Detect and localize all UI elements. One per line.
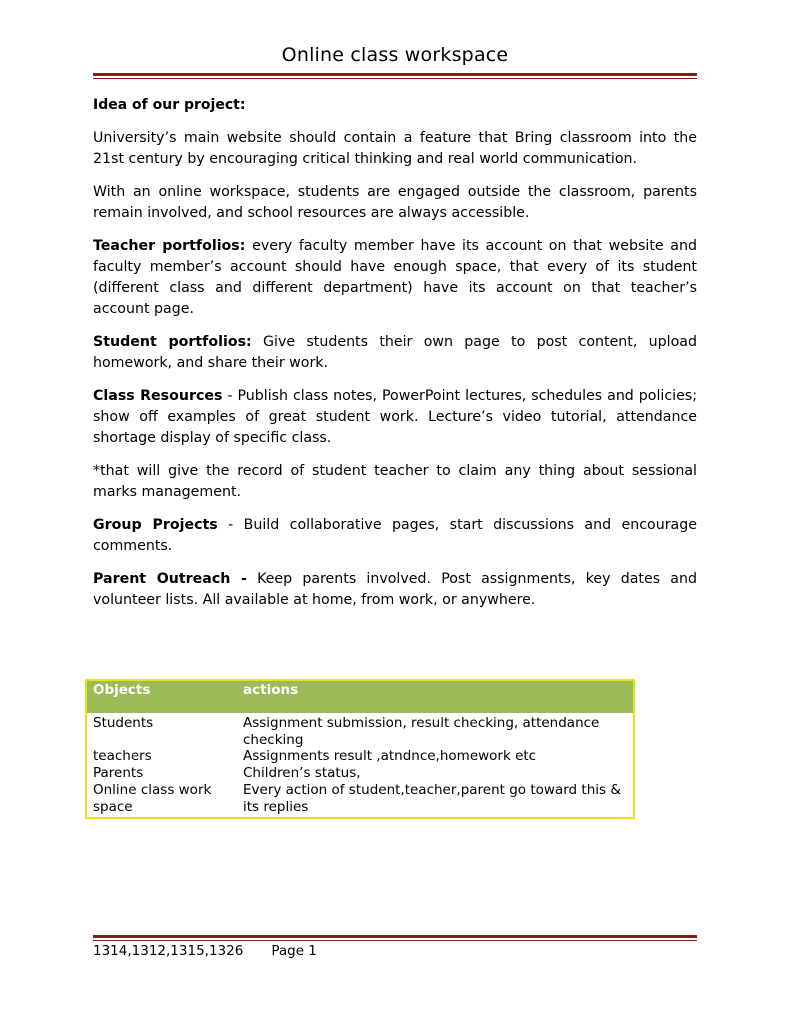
footer-divider xyxy=(93,935,697,941)
table-cell: Online class work space xyxy=(93,781,212,815)
paragraph-label: Group Projects xyxy=(93,517,218,533)
section-heading: Idea of our project: xyxy=(93,97,246,113)
paragraph-class-resources xyxy=(93,386,697,449)
table-cell: Assignment submission, result checking, attendance checking xyxy=(243,715,600,748)
paragraph-group-projects xyxy=(93,515,697,557)
paragraph-text: - Publish class notes, PowerPoint lectures, schedules and policies; show off examples of great student work. Lecture’s video tutorial, attendance shortage display of specific class. xyxy=(93,388,697,446)
table-cell: Parents xyxy=(93,765,144,782)
table-header-cell: Objects xyxy=(93,682,151,698)
page-footer xyxy=(93,943,317,959)
footer-ids: 1314,1312,1315,1326 xyxy=(93,943,244,959)
objects-actions-table xyxy=(85,679,635,819)
paragraph-student-portfolios xyxy=(93,332,697,374)
page-number: Page 1 xyxy=(271,943,317,959)
paragraph-text: Give students their own page to post content, upload homework, and share their work. xyxy=(93,334,697,371)
paragraph-label: Student portfolios: xyxy=(93,334,252,350)
paragraph-label: Teacher portfolios: xyxy=(93,238,246,254)
paragraph-label: Parent Outreach - xyxy=(93,571,247,587)
paragraph-parent-outreach xyxy=(93,569,697,611)
paragraph-sessional-note xyxy=(93,461,697,503)
table-header-row xyxy=(87,681,633,713)
table-header-cell: actions xyxy=(243,682,299,698)
paragraph-text: - Build collaborative pages, start discussions and encourage comments. xyxy=(93,517,697,554)
paragraph-text: *that will give the record of student teacher to claim any thing about sessional marks management. xyxy=(93,463,697,500)
table-cell: Assignments result ,atndnce,homework etc xyxy=(243,748,537,765)
page-title: Online class workspace xyxy=(281,44,509,66)
table-row xyxy=(87,748,633,765)
paragraph-text: Keep parents involved. Post assignments, key dates and volunteer lists. All available at home, from work, or anywhere. xyxy=(93,571,697,608)
paragraph-teacher-portfolios xyxy=(93,236,697,320)
table-cell: Students xyxy=(93,715,154,731)
table-cell: Children’s status, xyxy=(243,765,361,782)
header-divider xyxy=(93,73,697,79)
table-row xyxy=(87,782,633,815)
document-body xyxy=(93,95,697,623)
table-cell: teachers xyxy=(93,748,152,765)
table-row xyxy=(87,715,633,748)
table-row xyxy=(87,765,633,782)
table-cell: Every action of student,teacher,parent go toward this & its replies xyxy=(243,781,621,815)
intro-paragraph-1: University’s main website should contain a feature that Bring classroom into the 21st century by encouraging critical thinking and real world communication. xyxy=(93,130,697,167)
intro-paragraph-2: With an online workspace, students are engaged outside the classroom, parents remain involved, and school resources are always accessible. xyxy=(93,184,697,221)
paragraph-label: Class Resources xyxy=(93,388,223,404)
paragraph-text: every faculty member have its account on that website and faculty member’s account should have enough space, that every of its student (different class and different department) have its account on that teacher’s account page. xyxy=(93,238,697,317)
